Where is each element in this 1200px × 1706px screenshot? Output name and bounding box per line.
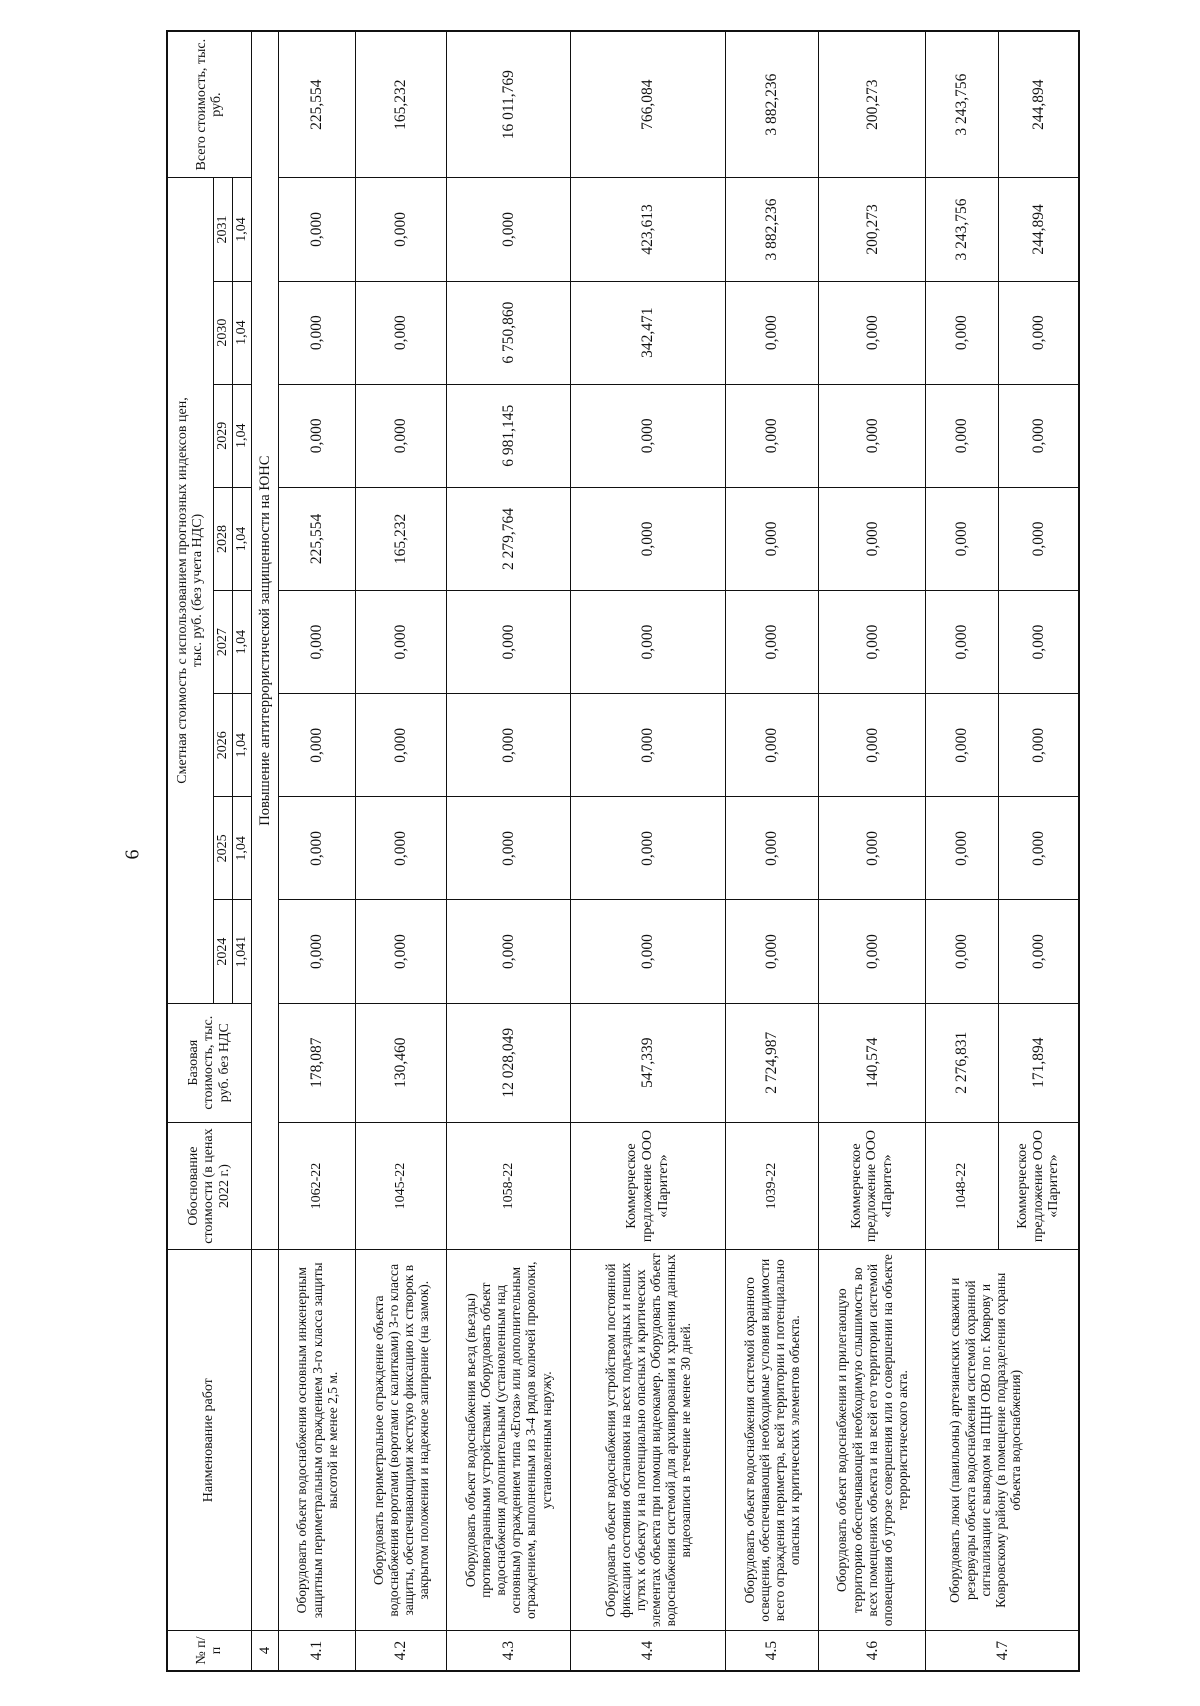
year-cost-cell: 0,000 — [355, 900, 446, 1003]
work-name: Оборудовать объект водоснабжения въезд (въезды) противотаранными устройствами. Оборудовать объект водоснабжения дополнительным (установленным над основным) ограждением типа «Егоза» или дополнительным ограждением, выполненным из 3-4 рядов колючей проволоки, установленным наружу. — [446, 1250, 570, 1631]
header-year: 2029 — [213, 384, 232, 487]
section-num: 4 — [251, 1631, 279, 1671]
year-cost-cell: 0,000 — [279, 178, 355, 281]
year-cost-cell: 3 243,756 — [926, 178, 998, 281]
base-cost-cell: 547,339 — [570, 1003, 725, 1122]
base-cost-cell: 178,087 — [279, 1003, 355, 1122]
year-cost-cell: 0,000 — [998, 694, 1079, 797]
total-cost-cell: 3 882,236 — [725, 31, 818, 178]
table-row — [279, 31, 355, 1671]
year-cost-cell: 0,000 — [818, 487, 926, 590]
year-cost-cell: 0,000 — [355, 281, 446, 384]
justification-cell: 1048-22 — [926, 1122, 998, 1250]
year-cost-cell: 225,554 — [279, 487, 355, 590]
estimate-table — [166, 30, 1080, 1672]
header-num: № п/п — [167, 1631, 251, 1671]
year-cost-cell: 0,000 — [725, 281, 818, 384]
year-cost-cell: 342,471 — [570, 281, 725, 384]
base-cost-cell: 2 724,987 — [725, 1003, 818, 1122]
year-cost-cell: 200,273 — [818, 178, 926, 281]
year-cost-cell: 0,000 — [998, 384, 1079, 487]
work-name: Оборудовать периметральное ограждение объекта водоснабжения воротами (воротами с калитками) 3-го класса защиты, обеспечивающими жесткую фиксацию их створок в закрытом положении и надежное запирание (на замок). — [355, 1250, 446, 1631]
table-row — [570, 31, 725, 1671]
base-cost-cell: 171,894 — [998, 1003, 1079, 1122]
work-name: Оборудовать объект водоснабжения устройством постоянной фиксации состояния обстановки на всех подъездных и пеших путях к объекту и на потенциально опасных и критических элементах объекта при помощи видеокамер. Оборудовать объект водоснабжения системой для архивирования и хранения данных видеозаписи в течение не менее 30 дней. — [570, 1250, 725, 1631]
page-number: 6 — [121, 849, 144, 860]
base-cost-cell: 140,574 — [818, 1003, 926, 1122]
year-cost-cell: 0,000 — [818, 694, 926, 797]
table-row — [818, 31, 926, 1671]
year-cost-cell: 0,000 — [998, 591, 1079, 694]
year-cost-cell: 0,000 — [998, 900, 1079, 1003]
year-cost-cell: 0,000 — [446, 900, 570, 1003]
year-cost-cell: 0,000 — [570, 694, 725, 797]
row-num: 4.2 — [355, 1631, 446, 1671]
year-cost-cell: 0,000 — [279, 591, 355, 694]
header-justification: Обоснование стоимости (в ценах 2022 г.) — [167, 1122, 251, 1250]
base-cost-cell: 130,460 — [355, 1003, 446, 1122]
row-num: 4.6 — [818, 1631, 926, 1671]
justification-cell: Коммерческое предложение ООО «Паритет» — [998, 1122, 1079, 1250]
header-index: 1,04 — [232, 281, 251, 384]
year-cost-cell: 0,000 — [926, 694, 998, 797]
row-num: 4.1 — [279, 1631, 355, 1671]
year-cost-cell: 0,000 — [818, 591, 926, 694]
year-cost-cell: 0,000 — [279, 900, 355, 1003]
header-work-name: Наименование работ — [167, 1250, 251, 1631]
justification-cell: 1039-22 — [725, 1122, 818, 1250]
year-cost-cell: 0,000 — [279, 797, 355, 900]
header-index: 1,04 — [232, 178, 251, 281]
header-index: 1,04 — [232, 384, 251, 487]
year-cost-cell: 0,000 — [926, 591, 998, 694]
header-index: 1,04 — [232, 487, 251, 590]
year-cost-cell: 6 981,145 — [446, 384, 570, 487]
year-cost-cell: 0,000 — [446, 797, 570, 900]
year-cost-cell: 0,000 — [570, 384, 725, 487]
year-cost-cell: 0,000 — [998, 487, 1079, 590]
year-cost-cell: 0,000 — [570, 797, 725, 900]
justification-cell: 1045-22 — [355, 1122, 446, 1250]
header-year: 2028 — [213, 487, 232, 590]
base-cost-cell: 2 276,831 — [926, 1003, 998, 1122]
year-cost-cell: 0,000 — [725, 900, 818, 1003]
header-index: 1,041 — [232, 900, 251, 1003]
year-cost-cell: 0,000 — [355, 797, 446, 900]
year-cost-cell: 0,000 — [818, 900, 926, 1003]
year-cost-cell: 0,000 — [998, 281, 1079, 384]
header-year: 2031 — [213, 178, 232, 281]
year-cost-cell: 6 750,860 — [446, 281, 570, 384]
row-num: 4.4 — [570, 1631, 725, 1671]
header-year: 2027 — [213, 591, 232, 694]
year-cost-cell: 0,000 — [998, 797, 1079, 900]
header-index: 1,04 — [232, 591, 251, 694]
year-cost-cell: 3 882,236 — [725, 178, 818, 281]
header-index: 1,04 — [232, 694, 251, 797]
row-num: 4.7 — [926, 1631, 1079, 1671]
justification-cell: 1058-22 — [446, 1122, 570, 1250]
year-cost-cell: 0,000 — [926, 900, 998, 1003]
year-cost-cell: 0,000 — [725, 591, 818, 694]
year-cost-cell: 0,000 — [926, 797, 998, 900]
table-row — [926, 31, 998, 1671]
total-cost-cell: 766,084 — [570, 31, 725, 178]
year-cost-cell: 0,000 — [355, 591, 446, 694]
year-cost-cell: 0,000 — [279, 384, 355, 487]
year-cost-cell: 0,000 — [570, 487, 725, 590]
year-cost-cell: 0,000 — [570, 591, 725, 694]
year-cost-cell: 0,000 — [446, 694, 570, 797]
header-index: 1,04 — [232, 797, 251, 900]
rotated-table-container — [166, 30, 1080, 1672]
year-cost-cell: 0,000 — [725, 384, 818, 487]
year-cost-cell: 0,000 — [926, 384, 998, 487]
year-cost-cell: 0,000 — [818, 281, 926, 384]
table-row — [355, 31, 446, 1671]
year-cost-cell: 0,000 — [725, 694, 818, 797]
header-year: 2025 — [213, 797, 232, 900]
total-cost-cell: 16 011,769 — [446, 31, 570, 178]
table-row — [725, 31, 818, 1671]
work-name: Оборудовать объект водоснабжения и прилегающую территорию обеспечивающей необходимую слышимость во всех помещениях объекта и на всей его территории системой оповещения об угрозе совершения или о совершении на объекте террористического акта. — [818, 1250, 926, 1631]
row-num: 4.3 — [446, 1631, 570, 1671]
section-row — [251, 31, 279, 1671]
year-cost-cell: 2 279,764 — [446, 487, 570, 590]
section-title: Повышение антитеррористической защищенности на ЮНС — [251, 31, 279, 1250]
year-cost-cell: 0,000 — [446, 178, 570, 281]
year-cost-cell: 0,000 — [279, 281, 355, 384]
year-cost-cell: 0,000 — [818, 797, 926, 900]
total-cost-cell: 200,273 — [818, 31, 926, 178]
year-cost-cell: 0,000 — [355, 384, 446, 487]
justification-cell: Коммерческое предложение ООО «Паритет» — [570, 1122, 725, 1250]
work-name: Оборудовать объект водоснабжения основным инженерным защитным периметральным ограждением 3-го класса защиты высотой не менее 2,5 м. — [279, 1250, 355, 1631]
header-estimate-line1: Сметная стоимость с использованием прогнозных индексов цен, — [174, 397, 190, 784]
year-cost-cell: 0,000 — [446, 591, 570, 694]
year-cost-cell: 0,000 — [926, 487, 998, 590]
work-name — [926, 1250, 1079, 1631]
header-year: 2024 — [213, 900, 232, 1003]
year-cost-cell: 423,613 — [570, 178, 725, 281]
total-cost-cell: 3 243,756 — [926, 31, 998, 178]
justification-cell: Коммерческое предложение ООО «Паритет» — [818, 1122, 926, 1250]
year-cost-cell: 0,000 — [279, 694, 355, 797]
year-cost-cell: 244,894 — [998, 178, 1079, 281]
base-cost-cell: 12 028,049 — [446, 1003, 570, 1122]
header-year: 2030 — [213, 281, 232, 384]
year-cost-cell: 165,232 — [355, 487, 446, 590]
year-cost-cell: 0,000 — [725, 487, 818, 590]
section-spacer — [251, 1250, 279, 1631]
header-estimate-line2: тыс. руб. (без учета НДС) — [190, 513, 206, 668]
total-cost-cell: 225,554 — [279, 31, 355, 178]
row-num: 4.5 — [725, 1631, 818, 1671]
year-cost-cell: 0,000 — [355, 694, 446, 797]
header-base-cost: Базовая стоимость, тыс. руб. без НДС — [167, 1003, 251, 1122]
justification-cell: 1062-22 — [279, 1122, 355, 1250]
year-cost-cell: 0,000 — [725, 797, 818, 900]
year-cost-cell: 0,000 — [926, 281, 998, 384]
total-cost-cell: 244,894 — [998, 31, 1079, 178]
total-cost-cell: 165,232 — [355, 31, 446, 178]
year-cost-cell: 0,000 — [818, 384, 926, 487]
header-total: Всего стоимость, тыс. руб. — [167, 31, 251, 178]
header-year: 2026 — [213, 694, 232, 797]
work-name: Оборудовать объект водоснабжения системой охранного освещения, обеспечивающей необходимые условия видимости всего ограждения периметра, всей территории и потенциально опасных и критических элементов объекта. — [725, 1250, 818, 1631]
header-estimate-group — [167, 178, 213, 1003]
year-cost-cell: 0,000 — [570, 900, 725, 1003]
work-name-text: Оборудовать люки (павильоны) артезианских скважин и резервуары объекта водоснабжения системой охранной сигнализации с выводом на ПЦН ОВО по г. Коврову и Ковровскому району (в помещение подразделения охраны объекта водоснабжения) — [947, 1272, 1023, 1608]
year-cost-cell: 0,000 — [355, 178, 446, 281]
table-row — [446, 31, 570, 1671]
